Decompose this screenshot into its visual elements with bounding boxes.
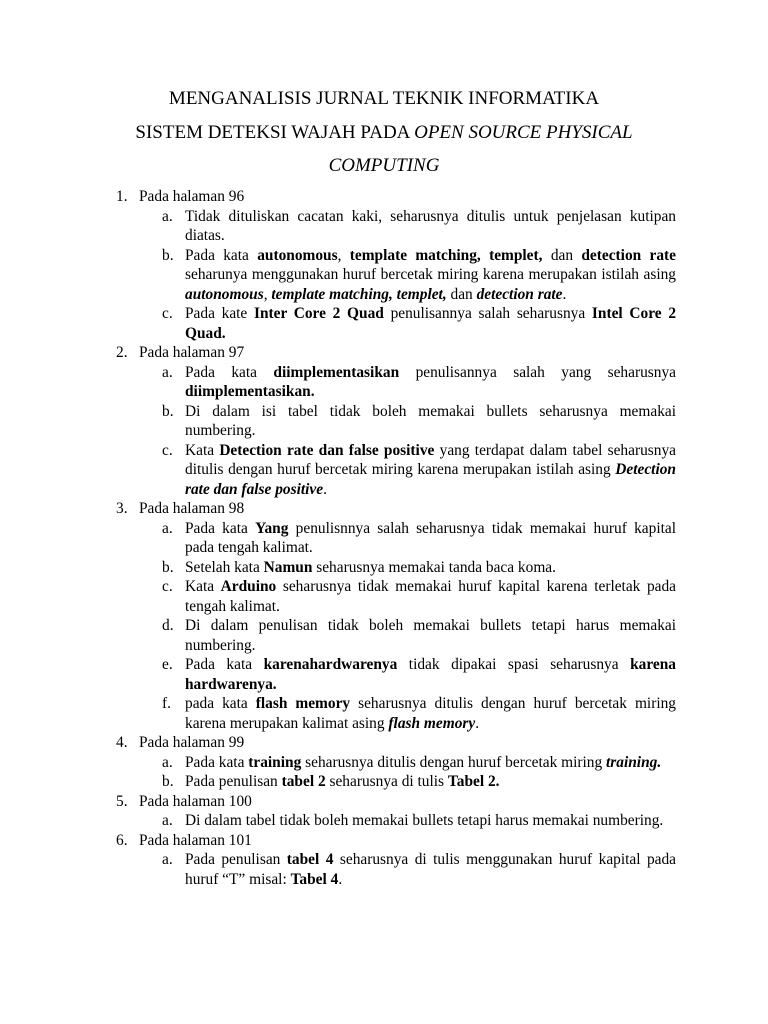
sub-item-text: Arduino	[220, 578, 277, 595]
sub-item	[116, 246, 676, 305]
sub-item-text: diimplementasikan	[273, 363, 400, 381]
list-item-number: 2.	[116, 344, 128, 361]
document-subtitle-line2	[0, 155, 768, 177]
subtitle-italic: OPEN SOURCE PHYSICAL	[414, 122, 633, 143]
sub-item-text: ,	[263, 285, 272, 303]
sub-item-text: Kata	[185, 441, 220, 459]
sub-item-text: Di dalam isi tabel tidak boleh memakai bullets seharusnya memakai numbering.	[185, 402, 676, 439]
sub-item-letter: d.	[162, 617, 174, 634]
sub-item-text: karena hardwarenya.	[185, 656, 676, 693]
sub-item-letter: b.	[162, 402, 174, 420]
sub-item-letter: a.	[162, 753, 173, 771]
list-item-number: 3.	[116, 500, 128, 517]
sub-item-text: .	[323, 480, 327, 498]
sub-item-text: .	[562, 285, 567, 303]
subtitle-plain: SISTEM DETEKSI WAJAH PADA	[135, 122, 415, 143]
sub-item-text: flash memory	[388, 714, 476, 732]
sub-item-text: tabel 2	[281, 773, 326, 790]
sub-item-text: yang terdapat dalam tabel seharusnya ditulis dengan huruf bercetak miring karena merupakan istilah asing	[185, 441, 676, 478]
sub-item-letter: b.	[162, 246, 174, 264]
sub-item-text: Pada kate	[185, 305, 254, 322]
sub-item	[116, 207, 676, 246]
sub-item	[116, 850, 676, 889]
sub-item-text: autonomous	[185, 285, 264, 303]
list-item-number: 4.	[116, 734, 128, 751]
sub-item-text: Tidak dituliskan cacatan kaki, seharusnya ditulis untuk penjelasan kutipan diatas.	[185, 207, 676, 244]
list-item-number: 1.	[116, 188, 128, 205]
sub-item	[116, 655, 676, 694]
sub-item-text: autonomous	[257, 246, 338, 264]
sub-item-text: tidak dipakai spasi seharusnya	[397, 656, 631, 673]
list-item-number: 6.	[116, 831, 128, 849]
sub-item-text: Kata	[185, 578, 221, 595]
sub-item-letter: a.	[162, 812, 173, 829]
sub-item-letter: e.	[162, 656, 173, 673]
sub-item	[116, 616, 676, 655]
sub-item-letter: c.	[162, 578, 173, 595]
sub-item-text: Yang	[255, 519, 289, 537]
sub-item-text: Inter Core 2 Quad	[253, 305, 384, 322]
sub-item-text: Pada penulisan	[185, 773, 282, 790]
sub-item	[116, 811, 676, 831]
sub-item-text: seharusnya ditulis dengan huruf bercetak miring	[301, 753, 607, 771]
list-item	[116, 499, 676, 733]
sub-item-text: karenahardwarenya	[263, 656, 398, 673]
sub-item-text: penulisannya salah seharusnya	[383, 305, 592, 322]
sub-item-text: template matching, templet,	[349, 246, 543, 264]
sub-item	[116, 519, 676, 558]
list-item-number: 5.	[116, 792, 128, 810]
list-item-heading: Pada halaman 97	[139, 344, 245, 361]
sub-item-text: Tabel 4	[290, 870, 339, 888]
list-item-heading: Pada halaman 96	[139, 188, 245, 205]
list-item	[116, 343, 676, 499]
sub-item-text: dan	[446, 285, 477, 303]
sub-item	[116, 363, 676, 402]
sub-item-text: seharusnya di tulis	[325, 773, 448, 790]
sub-item-text: seharusnya memakai tanda baca koma.	[312, 558, 556, 576]
list-item-heading: Pada halaman 101	[139, 831, 252, 849]
sub-item-text: flash memory	[255, 695, 351, 712]
sub-item-text: penulisnnya salah seharusnya tidak memakai huruf kapital pada tengah kalimat.	[185, 519, 676, 556]
sub-item-text: Namun	[263, 558, 313, 576]
sub-item-text: diimplementasikan.	[185, 383, 315, 400]
sub-item-text: Detection rate dan false positive	[185, 461, 676, 498]
sub-item-text: seharunya menggunakan huruf bercetak miring karena merupakan istilah asing	[185, 266, 676, 283]
sub-item-text: ,	[337, 246, 350, 264]
sub-item	[116, 402, 676, 441]
sub-item	[116, 558, 676, 578]
sub-item-text: Pada kata	[185, 519, 256, 537]
sub-item-text: .	[475, 714, 480, 732]
sub-item-text: Detection rate dan false positive	[219, 441, 435, 459]
sub-item-text: Di dalam penulisan tidak boleh memakai bullets tetapi harus memakai numbering.	[185, 617, 676, 654]
sub-item-text: .	[338, 870, 343, 888]
sub-item	[116, 577, 676, 616]
sub-item-letter: c.	[162, 441, 173, 459]
sub-item-text: Pada kata	[185, 363, 274, 381]
sub-item-text: tabel 4	[286, 851, 334, 868]
sub-item-letter: b.	[162, 773, 174, 790]
sub-item-text: penulisannya salah yang seharusnya	[399, 363, 676, 381]
sub-item-letter: b.	[162, 558, 174, 576]
sub-item-text: seharusnya ditulis dengan huruf bercetak miring karena merupakan kalimat asing	[185, 695, 676, 732]
sub-item-text: Setelah kata	[185, 558, 264, 576]
sub-item-letter: a.	[162, 851, 173, 868]
sub-item-text: Pada penulisan	[185, 851, 287, 868]
sub-item	[116, 304, 676, 343]
sub-item-text: Pada kata	[185, 656, 264, 673]
sub-item-text: Di dalam tabel tidak boleh memakai bullets tetapi harus memakai numbering.	[185, 812, 664, 829]
sub-item-text: seharusnya tidak memakai huruf kapital karena terletak pada tengah kalimat.	[185, 578, 676, 615]
document-title: MENGANALISIS JURNAL TEKNIK INFORMATIKA	[168, 88, 600, 109]
sub-item-letter: a.	[162, 207, 173, 225]
list-item	[116, 187, 676, 343]
list-item-heading: Pada halaman 100	[139, 792, 252, 810]
sub-item	[116, 753, 676, 773]
sub-item	[116, 441, 676, 500]
sub-item-text: dan	[542, 246, 582, 264]
list-item	[116, 831, 676, 890]
list-item-heading: Pada halaman 99	[139, 734, 245, 751]
sub-item-text: detection rate	[581, 246, 676, 264]
subtitle-italic-continued: COMPUTING	[328, 155, 440, 176]
numbered-list	[116, 187, 676, 889]
list-item-heading: Pada halaman 98	[139, 500, 245, 517]
sub-item	[116, 772, 676, 792]
sub-item-text: Intel Core 2 Quad.	[185, 305, 677, 342]
sub-item-text: detection rate	[476, 285, 563, 303]
list-item	[116, 792, 676, 831]
sub-item-letter: a.	[162, 519, 173, 537]
sub-item-text: Tabel 2.	[447, 773, 500, 790]
sub-item-text: Pada kata	[185, 246, 258, 264]
sub-item	[116, 694, 676, 733]
sub-item-letter: c.	[162, 305, 173, 322]
sub-item-text: pada kata	[185, 695, 256, 712]
document-subtitle-line1	[0, 122, 768, 144]
sub-item-letter: a.	[162, 363, 173, 381]
list-item	[116, 733, 676, 792]
sub-item-text: template matching, templet,	[271, 285, 447, 303]
sub-item-letter: f.	[162, 695, 171, 712]
sub-item-text: training.	[606, 753, 662, 771]
sub-item-text: Pada kata	[185, 753, 249, 771]
sub-item-text: seharusnya di tulis menggunakan huruf kapital pada huruf “T” misal:	[185, 851, 677, 888]
sub-item-text: training	[248, 753, 302, 771]
